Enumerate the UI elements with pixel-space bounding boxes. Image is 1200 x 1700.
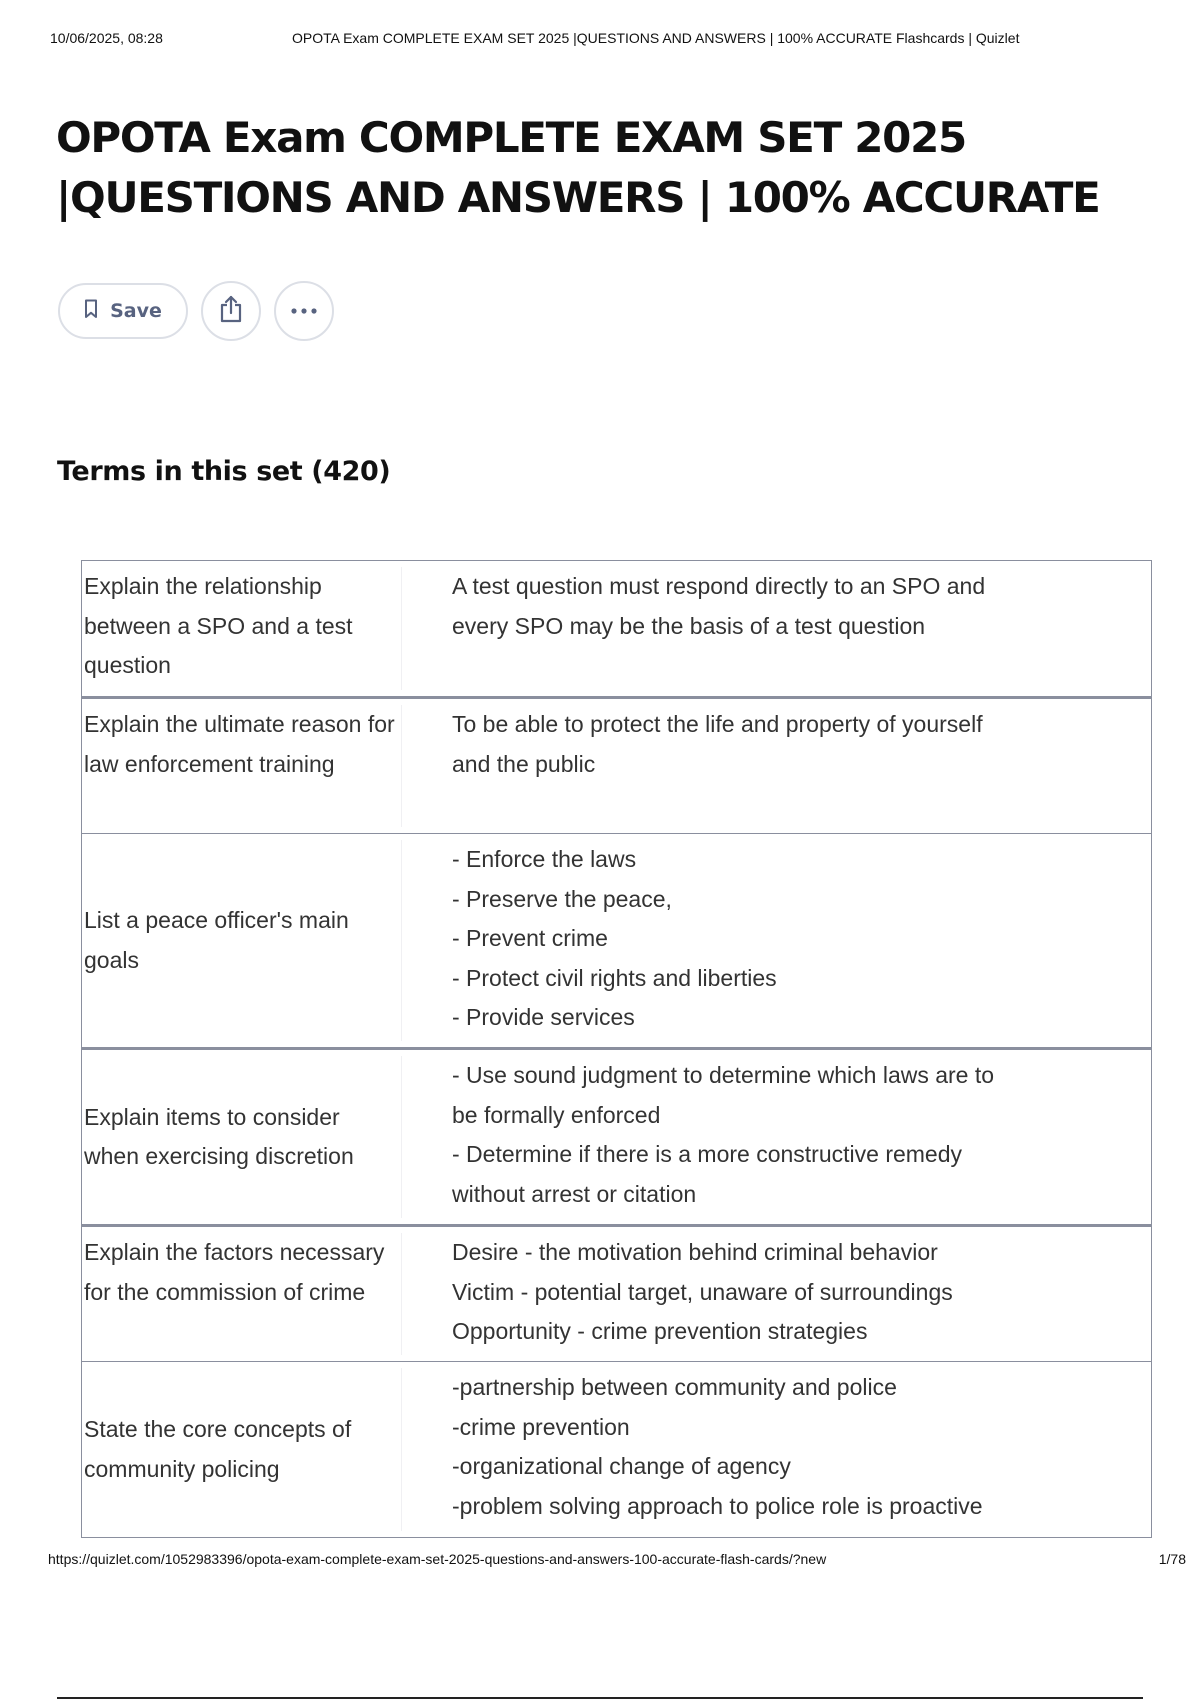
- definition-text: [402, 1368, 1151, 1531]
- page-number: 1/78: [1158, 1551, 1186, 1567]
- definition-line: - Provide services: [452, 1004, 635, 1030]
- set-title-line-2: |QUESTIONS AND ANSWERS | 100% ACCURATE: [56, 173, 1100, 222]
- definition-line: - Use sound judgment to determine which laws are to: [452, 1062, 995, 1088]
- more-options-button[interactable]: [274, 281, 334, 341]
- definition-line: -partnership between community and police: [452, 1374, 897, 1400]
- definition-line: without arrest or citation: [452, 1180, 697, 1207]
- term-text: State the core concepts of community policing: [82, 1368, 402, 1531]
- definition-line: and the public: [452, 750, 596, 777]
- definition-text: [402, 840, 1151, 1041]
- print-url: https://quizlet.com/1052983396/opota-exam-complete-exam-set-2025-questions-and-answers-100-accurate-flash-cards/?new: [48, 1551, 827, 1567]
- terms-heading: Terms in this set (420): [57, 456, 391, 487]
- definition-text: [402, 705, 1151, 827]
- save-label: Save: [110, 300, 162, 322]
- definition-line: Desire - the motivation behind criminal behavior: [452, 1239, 938, 1265]
- term-text: Explain the relationship between a SPO and a test question: [82, 567, 402, 690]
- term-row: [82, 1224, 1151, 1361]
- definition-line: - Preserve the peace,: [452, 885, 672, 912]
- definition-text: [402, 567, 1151, 690]
- definition-line: A test question must respond directly to an SPO and: [452, 573, 986, 599]
- bookmark-icon: [84, 299, 98, 324]
- definition-line: Victim - potential target, unaware of surroundings: [452, 1278, 953, 1305]
- term-text: Explain items to consider when exercising discretion: [82, 1056, 402, 1218]
- definition-line: -crime prevention: [452, 1413, 630, 1440]
- definition-text: [402, 1056, 1151, 1218]
- set-title: [56, 108, 1156, 228]
- term-row: [82, 833, 1151, 1047]
- term-text: List a peace officer's main goals: [82, 840, 402, 1041]
- save-button[interactable]: [58, 283, 188, 339]
- term-text: Explain the ultimate reason for law enforcement training: [82, 705, 402, 827]
- definition-line: Opportunity - crime prevention strategies: [452, 1318, 868, 1344]
- term-text: Explain the factors necessary for the commission of crime: [82, 1233, 402, 1355]
- print-date: 10/06/2025, 08:28: [50, 30, 163, 46]
- definition-line: -organizational change of agency: [452, 1453, 791, 1479]
- definition-line: To be able to protect the life and property of yourself: [452, 711, 983, 737]
- term-row: [82, 561, 1151, 696]
- print-footer: [48, 1551, 1186, 1571]
- definition-line: - Determine if there is a more constructive remedy: [452, 1141, 963, 1167]
- definition-line: -problem solving approach to police role is proactive: [452, 1492, 983, 1519]
- print-header: [50, 30, 1150, 50]
- definition-text: [402, 1233, 1151, 1355]
- definition-line: every SPO may be the basis of a test question: [452, 612, 926, 639]
- share-button[interactable]: [201, 281, 261, 341]
- definition-line: - Prevent crime: [452, 925, 608, 951]
- definition-line: - Enforce the laws: [452, 846, 637, 872]
- definition-line: be formally enforced: [452, 1101, 661, 1128]
- page-divider: [57, 1697, 1143, 1699]
- share-icon: [218, 294, 244, 329]
- print-doc-title: OPOTA Exam COMPLETE EXAM SET 2025 |QUESTIONS AND ANSWERS | 100% ACCURATE Flashcards | Quizlet: [292, 30, 1020, 46]
- more-horizontal-icon: [290, 302, 318, 320]
- terms-table: [81, 560, 1152, 1538]
- term-row: [82, 696, 1151, 833]
- term-row: [82, 1047, 1151, 1224]
- term-row: [82, 1361, 1151, 1537]
- set-title-line-1: OPOTA Exam COMPLETE EXAM SET 2025: [56, 113, 966, 162]
- definition-line: - Protect civil rights and liberties: [452, 964, 777, 991]
